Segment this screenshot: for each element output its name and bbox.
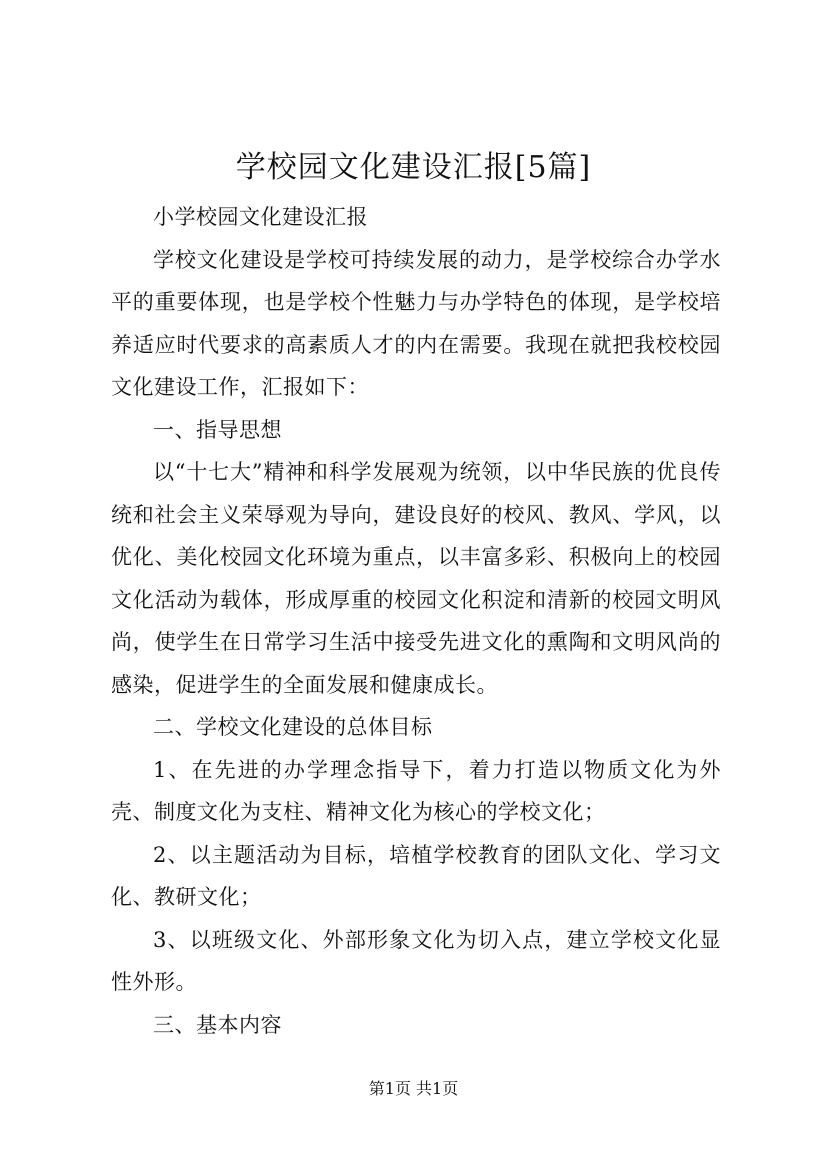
section-heading: 三、基本内容 (153, 1012, 282, 1037)
body-paragraph: 学校文化建设是学校可持续发展的动力，是学校综合办学水平的重要体现，也是学校个性魅力与办学特色的体现，是学校培养适应时代要求的高素质人才的内在需要。我现在就把我校校园文化建设工作，汇报如下： (111, 247, 721, 399)
document-body (111, 196, 721, 1046)
page-footer: 第1页 共1页 (368, 1079, 459, 1098)
document-title: 学校园文化建设汇报[5篇] (235, 150, 592, 185)
body-paragraph: 以“十七大”精神和科学发展观为统领，以中华民族的优良传统和社会主义荣辱观为导向，建设良好的校风、教风、学风，以优化、美化校园文化环境为重点，以丰富多彩、积极向上的校园文化活动为载体，形成厚重的校园文化积淀和清新的校园文明风尚，使学生在日常学习生活中接受先进文化的熏陶和文明风尚的感染，促进学生的全面发展和健康成长。 (111, 460, 721, 697)
list-item: 2、以主题活动为目标，培植学校教育的团队文化、学习文化、教研文化； (111, 842, 721, 909)
section-heading: 二、学校文化建设的总体目标 (153, 715, 433, 739)
list-item: 1、在先进的办学理念指导下，着力打造以物质文化为外壳、制度文化为支柱、精神文化为核心的学校文化； (111, 757, 721, 824)
list-item: 3、以班级文化、外部形象文化为切入点，建立学校文化显性外形。 (111, 927, 721, 994)
body-paragraph: 小学校园文化建设汇报 (153, 205, 368, 229)
section-heading: 一、指导思想 (153, 417, 282, 442)
